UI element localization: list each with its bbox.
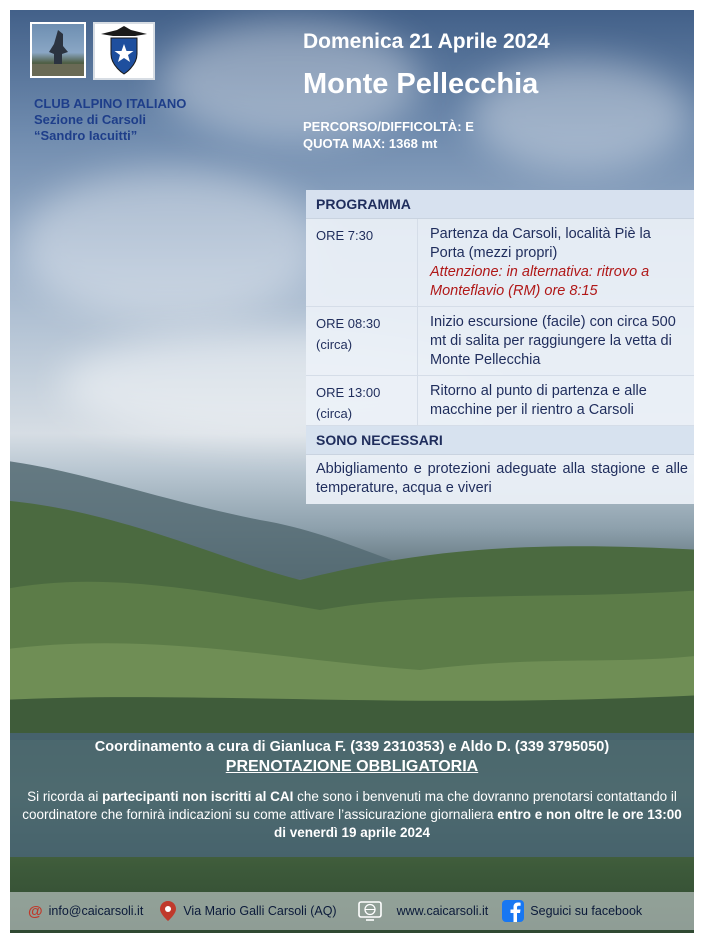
time-label: ORE 08:30 <box>316 316 381 331</box>
address-contact <box>159 900 336 922</box>
club-line: Sezione di Carsoli <box>34 112 146 127</box>
statue-photo-logo <box>30 22 86 78</box>
club-name <box>34 96 186 144</box>
time-note: (circa) <box>316 337 353 352</box>
cloud <box>20 170 320 320</box>
needs-title: SONO NECESSARI <box>306 426 698 455</box>
needs-text: Abbigliamento e protezioni adeguate alla stagione e alle temperature, acqua e viveri <box>316 461 688 496</box>
row-time <box>306 307 418 375</box>
row-text: Ritorno al punto di partenza e alle macchine per il rientro a Carsoli <box>430 383 647 418</box>
website-text: www.caicarsoli.it <box>396 904 489 918</box>
program-title: PROGRAMMA <box>306 190 698 219</box>
note-bold: partecipanti non iscritti al CAI <box>102 789 294 804</box>
table-row <box>306 219 698 307</box>
table-row <box>306 307 698 376</box>
row-text: Partenza da Carsoli, località Piè la Porta (mezzi propri) <box>430 226 651 261</box>
time-label: ORE 7:30 <box>316 228 374 243</box>
coordination-text: Coordinamento a cura di Gianluca F. (339 2310353) e Aldo D. (339 3795050) <box>94 739 610 755</box>
row-description <box>418 376 698 425</box>
table-row <box>306 376 698 426</box>
booking-notice: PRENOTAZIONE OBBLIGATORIA <box>225 758 479 775</box>
row-time <box>306 376 418 425</box>
alternative-note: Attenzione: in alternativa: ritrovo a Monteflavio (RM) ore 8:15 <box>430 264 650 299</box>
note-part: che sono i benvenuti ma che dovranno prenotarsi contattando il coordinatore che fornirà indicazioni su come attivare l’assicurazione giornaliera <box>22 789 677 822</box>
event-info <box>303 118 474 152</box>
time-label: ORE 13:00 <box>316 385 381 400</box>
club-line: “Sandro Iacuitti” <box>34 128 138 143</box>
row-time <box>306 219 418 306</box>
row-description <box>418 219 698 306</box>
at-sign-icon: @ <box>28 902 43 920</box>
row-text: Inizio escursione (facile) con circa 500 mt di salita per raggiungere la vetta di Monte Pellecchia <box>430 314 676 368</box>
facebook-link[interactable] <box>502 900 642 922</box>
website-contact[interactable] <box>357 899 489 923</box>
facebook-text: Seguici su facebook <box>530 904 643 918</box>
insurance-note <box>10 788 694 842</box>
note-bold: entro e non oltre le ore 13:00 di venerdì 19 aprile 2024 <box>273 807 682 840</box>
time-note: (circa) <box>316 406 353 421</box>
globe-monitor-icon <box>357 899 383 923</box>
altitude: QUOTA MAX: 1368 mt <box>303 136 438 151</box>
map-pin-icon <box>159 900 177 922</box>
program-table <box>306 190 698 504</box>
event-title: Monte Pellecchia <box>303 68 539 100</box>
email-text: info@caicarsoli.it <box>48 904 144 918</box>
footer-contacts <box>10 892 694 930</box>
note-part: Si ricorda ai <box>27 789 103 804</box>
email-contact[interactable] <box>28 903 143 920</box>
difficulty: PERCORSO/DIFFICOLTÀ: E <box>303 119 474 134</box>
cai-emblem-logo <box>93 22 155 80</box>
club-line: CLUB ALPINO ITALIANO <box>34 96 187 111</box>
address-text: Via Mario Galli Carsoli (AQ) <box>183 904 337 918</box>
facebook-icon <box>502 900 524 922</box>
row-description <box>418 307 698 375</box>
event-date: Domenica 21 Aprile 2024 <box>303 30 550 53</box>
info-panel <box>10 733 694 857</box>
